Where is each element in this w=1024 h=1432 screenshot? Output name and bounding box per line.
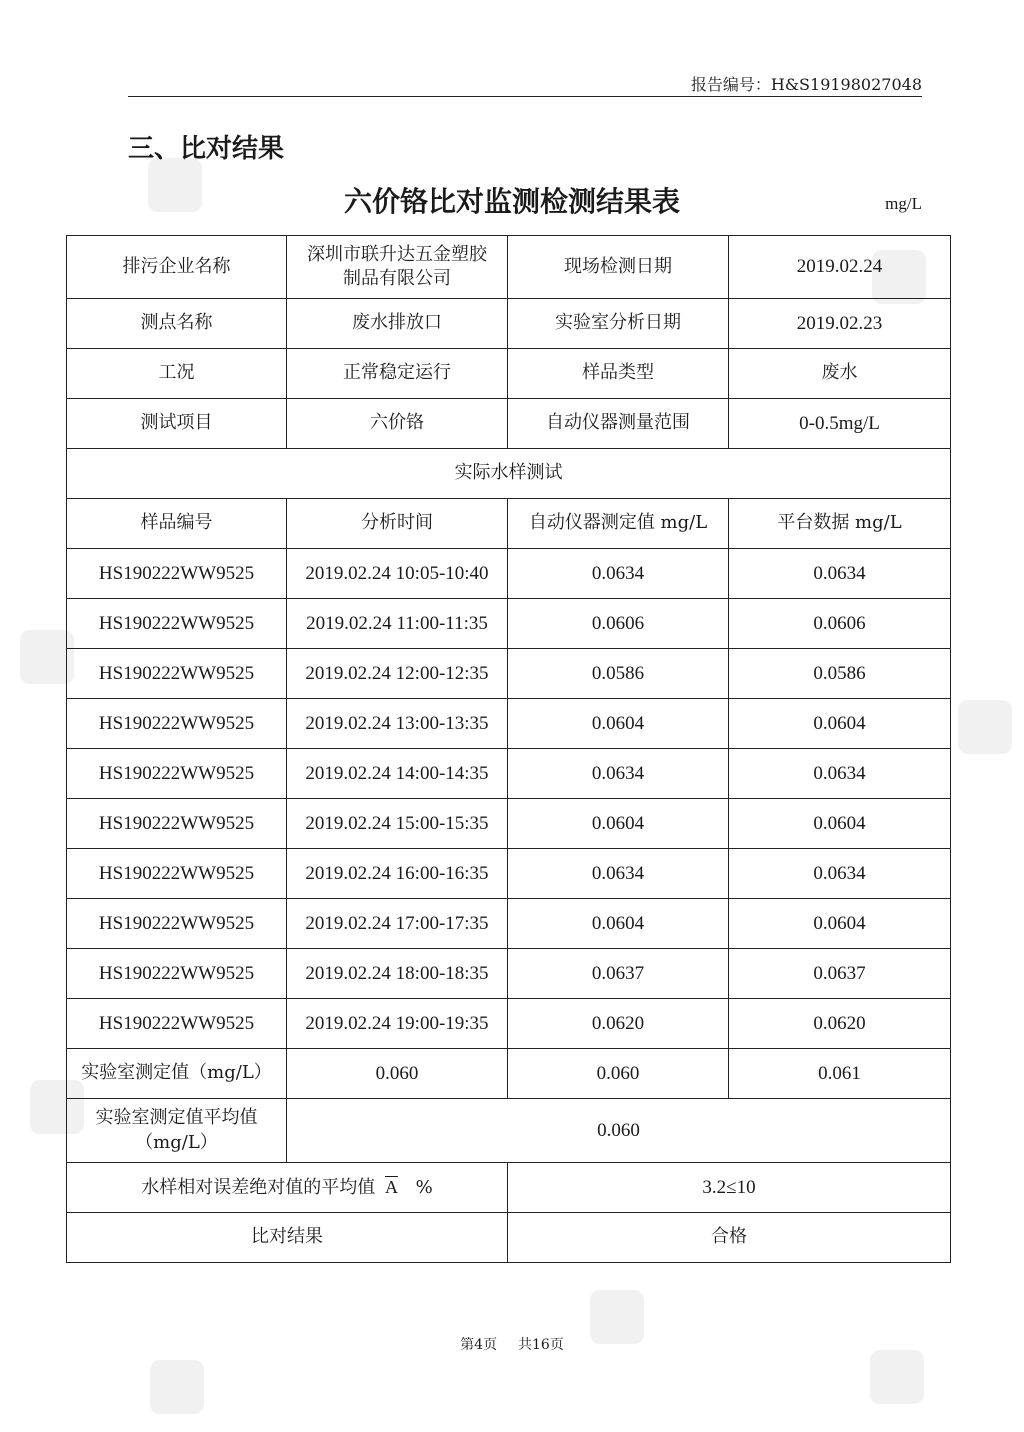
info-row [67,236,951,299]
watermark-seal [150,1360,204,1414]
sample-type-label: 样品类型 [508,349,729,399]
table-row [67,699,951,749]
platform-value-cell: 0.0586 [729,649,951,699]
platform-value-cell: 0.0620 [729,999,951,1049]
instrument-value-cell: 0.0637 [508,949,729,999]
info-row [67,349,951,399]
table-row [67,949,951,999]
sample-id-cell: HS190222WW9525 [67,799,287,849]
platform-value-cell: 0.0604 [729,699,951,749]
enterprise-label: 排污企业名称 [67,236,287,299]
instrument-value-cell: 0.0604 [508,799,729,849]
point-label: 测点名称 [67,299,287,349]
analysis-time-cell: 2019.02.24 18:00-18:35 [287,949,508,999]
page-footer [0,1334,1024,1354]
table-row [67,999,951,1049]
sample-id-cell: HS190222WW9525 [67,599,287,649]
table-row [67,649,951,699]
column-header-row [67,499,951,549]
relative-error-symbol: $\overline{A}$ [384,1176,398,1197]
info-row [67,299,951,349]
relative-error-unit: % [415,1176,433,1198]
info-row [67,399,951,449]
column-header: 样品编号 [67,499,287,549]
relative-error-label [67,1163,508,1213]
instrument-value-cell: 0.0586 [508,649,729,699]
lab-average-label-line2: （mg/L） [135,1131,218,1153]
platform-value-cell: 0.0634 [729,849,951,899]
enterprise-value: 深圳市联升达五金塑胶制品有限公司 [287,236,508,299]
platform-value-cell: 0.0634 [729,549,951,599]
watermark-seal [870,1350,924,1404]
lab-average-label [67,1099,287,1163]
sample-id-cell: HS190222WW9525 [67,699,287,749]
sample-id-cell: HS190222WW9525 [67,849,287,899]
column-header: 自动仪器测定值 mg/L [508,499,729,549]
result-row [67,1213,951,1263]
table-row [67,799,951,849]
column-header: 分析时间 [287,499,508,549]
range-label: 自动仪器测量范围 [508,399,729,449]
analysis-time-cell: 2019.02.24 11:00-11:35 [287,599,508,649]
results-table-wrapper [66,235,950,1263]
condition-label: 工况 [67,349,287,399]
lab-average-row [67,1099,951,1163]
actual-test-label: 实际水样测试 [67,449,951,499]
sample-type-value: 废水 [729,349,951,399]
table-row [67,749,951,799]
platform-value-cell: 0.0606 [729,599,951,649]
analysis-time-cell: 2019.02.24 14:00-14:35 [287,749,508,799]
condition-value: 正常稳定运行 [287,349,508,399]
page-number: 第4页 [460,1337,498,1353]
platform-value-cell: 0.0634 [729,749,951,799]
sample-id-cell: HS190222WW9525 [67,549,287,599]
lab-date-value: 2019.02.23 [729,299,951,349]
result-label: 比对结果 [67,1213,508,1263]
sample-id-cell: HS190222WW9525 [67,649,287,699]
page-total: 共16页 [518,1337,564,1353]
table-row [67,549,951,599]
analysis-time-cell: 2019.02.24 13:00-13:35 [287,699,508,749]
result-value: 合格 [508,1213,951,1263]
test-item-value: 六价铬 [287,399,508,449]
relative-error-row [67,1163,951,1213]
instrument-value-cell: 0.0634 [508,749,729,799]
table-row [67,849,951,899]
unit-label: mg/L [885,194,922,213]
point-value: 废水排放口 [287,299,508,349]
lab-value-1: 0.060 [287,1049,508,1099]
sample-id-cell: HS190222WW9525 [67,749,287,799]
header-divider [128,96,922,97]
field-date-label: 现场检测日期 [508,236,729,299]
sample-id-cell: HS190222WW9525 [67,899,287,949]
instrument-value-cell: 0.0604 [508,699,729,749]
analysis-time-cell: 2019.02.24 10:05-10:40 [287,549,508,599]
platform-value-cell: 0.0604 [729,799,951,849]
sample-id-cell: HS190222WW9525 [67,949,287,999]
lab-values-label: 实验室测定值（mg/L） [67,1049,287,1099]
lab-average-value: 0.060 [287,1099,951,1163]
instrument-value-cell: 0.0634 [508,849,729,899]
field-date-value: 2019.02.24 [729,236,951,299]
watermark-seal [958,700,1012,754]
lab-date-label: 实验室分析日期 [508,299,729,349]
lab-average-label-line1: 实验室测定值平均值 [95,1107,258,1129]
analysis-time-cell: 2019.02.24 15:00-15:35 [287,799,508,849]
instrument-value-cell: 0.0604 [508,899,729,949]
relative-error-text: 水样相对误差绝对值的平均值 [141,1176,376,1198]
sample-id-cell: HS190222WW9525 [67,999,287,1049]
lab-value-2: 0.060 [508,1049,729,1099]
instrument-value-cell: 0.0620 [508,999,729,1049]
table-row [67,599,951,649]
test-item-label: 测试项目 [67,399,287,449]
platform-value-cell: 0.0604 [729,899,951,949]
column-header: 平台数据 mg/L [729,499,951,549]
lab-values-row [67,1049,951,1099]
analysis-time-cell: 2019.02.24 17:00-17:35 [287,899,508,949]
analysis-time-cell: 2019.02.24 16:00-16:35 [287,849,508,899]
report-number: 报告编号：H&S19198027048 [690,75,922,94]
section-title: 三、比对结果 [128,134,285,164]
instrument-value-cell: 0.0606 [508,599,729,649]
table-title: 六价铬比对监测检测结果表 [343,185,680,218]
platform-value-cell: 0.0637 [729,949,951,999]
table-row [67,899,951,949]
analysis-time-cell: 2019.02.24 12:00-12:35 [287,649,508,699]
analysis-time-cell: 2019.02.24 19:00-19:35 [287,999,508,1049]
relative-error-value: 3.2≤10 [508,1163,951,1213]
instrument-value-cell: 0.0634 [508,549,729,599]
results-table [66,235,951,1263]
section-row [67,449,951,499]
lab-value-3: 0.061 [729,1049,951,1099]
range-value: 0-0.5mg/L [729,399,951,449]
